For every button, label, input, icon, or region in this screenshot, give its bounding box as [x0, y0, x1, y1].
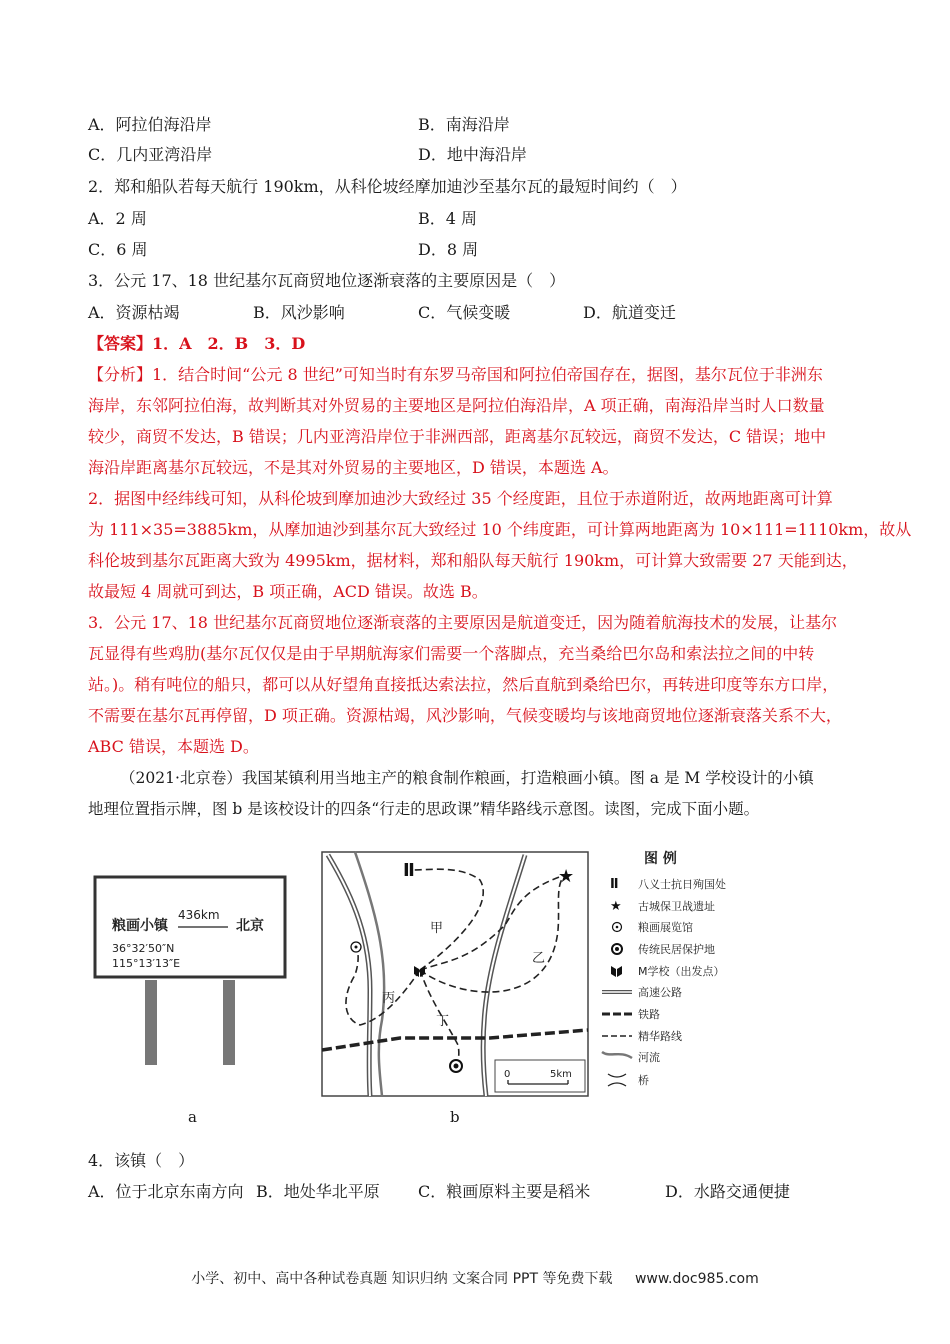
legend-school-icon [611, 966, 622, 977]
q2-stem: 2．郑和船队若每天航行 190km，从科伦坡经摩加迪沙至基尔瓦的最短时间约（ ） [88, 177, 687, 196]
analysis-line: 2．据图中经纬线可知，从科伦坡到摩加迪沙大致经过 35 个经度距，且位于赤道附近，故两地距离可计算 [88, 489, 833, 508]
battle-site-icon: ★ [558, 866, 575, 887]
footer-text: 小学、初中、高中各种试卷真题 知识归纳 文案合同 PPT 等免费下载 [191, 1271, 613, 1287]
legend-bridge-icon [608, 1074, 626, 1086]
route-label-jia: 甲 [430, 921, 444, 936]
intro-line: 地理位置指示牌，图 b 是该校设计的四条“行走的思政课”精华路线示意图。读图，完成下面小题。 [88, 800, 760, 818]
legend-title: 图 例 [644, 851, 677, 867]
q2-option-c: C．6 周 [88, 240, 148, 259]
scale-length: 5km [550, 1069, 572, 1080]
legend-item: 桥 [638, 1074, 649, 1087]
legend-item: 古城保卫战遗址 [638, 900, 715, 913]
analysis-line: 故最短 4 周就可到达，B 项正确，ACD 错误。故选 B。 [88, 582, 488, 601]
route-label-ding: 丁 [436, 1014, 450, 1029]
legend-item: 八义士抗日殉国处 [638, 878, 726, 891]
q3-option-c: C．气候变暖 [418, 303, 511, 322]
q2-option-a: A．2 周 [88, 209, 147, 228]
figure-caption-a: a [188, 1108, 197, 1126]
analysis-line: 不需要在基尔瓦再停留，D 项正确。资源枯竭，风沙影响，气候变暖均与该地商贸地位逐渐衰落关系不大， [88, 706, 842, 725]
sign-distance: 436km [178, 908, 220, 922]
q1-option-d: D．地中海沿岸 [418, 145, 527, 164]
legend-item: 传统民居保护地 [638, 943, 715, 956]
legend-river-icon [602, 1052, 632, 1058]
analysis-line: 为 111×35=3885km，从摩加迪沙到基尔瓦大致经过 10 个纬度距，可计算两地距离为 10×111=1110km，故从 [88, 520, 912, 539]
map-legend [600, 846, 760, 1096]
legend-item: 精华路线 [638, 1030, 682, 1043]
route-label-bing: 丙 [382, 991, 396, 1006]
q4-stem: 4．该镇（ ） [88, 1151, 195, 1170]
legend-item: M学校（出发点） [638, 965, 725, 978]
page-footer [0, 1268, 950, 1288]
sign-latitude: 36°32′50″N [112, 942, 175, 955]
analysis-line: 瓦显得有些鸡肋(基尔瓦仅仅是由于早期航海家们需要一个落脚点，充当桑给巴尔岛和索法拉之间的中转 [88, 644, 815, 663]
q3-option-b: B．风沙影响 [253, 303, 345, 322]
analysis-line: 站。)。稍有吨位的船只，都可以从好望角直接抵达索法拉，然后直航到桑给巴尔，再转进印度等东方口岸， [88, 675, 839, 694]
q4-option-d: D．水路交通便捷 [665, 1182, 790, 1201]
answer-line: 【答案】1．A 2．B 3．D [88, 334, 306, 353]
q3-option-a: A．资源枯竭 [88, 303, 180, 322]
q2-option-d: D．8 周 [418, 240, 479, 259]
analysis-line: 科伦坡到基尔瓦距离大致为 4995km，据材料，郑和船队每天航行 190km，可计算大致需要 27 天能到达， [88, 551, 858, 570]
q4-option-a: A．位于北京东南方向 [88, 1182, 244, 1201]
sign-longitude: 115°13′13″E [112, 957, 181, 970]
analysis-line: 海岸，东邻阿拉伯海，故判断其对外贸易的主要地区是阿拉伯海沿岸，A 项正确，南海沿岸当时人口数量 [88, 396, 825, 415]
memorial-icon: Ⅱ [403, 860, 415, 881]
q1-option-b: B．南海沿岸 [418, 115, 510, 134]
figure-caption-b: b [450, 1108, 460, 1126]
analysis-line: 海沿岸距离基尔瓦较远，不是其对外贸易的主要地区，D 错误，本题选 A。 [88, 458, 619, 477]
analysis-line: ABC 错误，本题选 D。 [88, 737, 259, 756]
legend-item: 粮画展览馆 [638, 921, 693, 934]
sign-town: 粮画小镇 [112, 918, 168, 934]
route-label-yi: 乙 [532, 951, 546, 966]
intro-line: （2021·北京卷）我国某镇利用当地主产的粮食制作粮画，打造粮画小镇。图 a 是 M 学校设计的小镇 [120, 769, 814, 787]
analysis-line: 【分析】1．结合时间“公元 8 世纪”可知当时有东罗马帝国和阿拉伯帝国存在，据图，基尔瓦位于非洲东 [88, 365, 823, 384]
q4-option-b: B．地处华北平原 [256, 1182, 380, 1201]
analysis-line: 较少，商贸不发达，B 错误；几内亚湾沿岸位于非洲西部，距离基尔瓦较远，商贸不发达，C 错误；地中 [88, 427, 827, 446]
q1-option-c: C．几内亚湾沿岸 [88, 145, 213, 164]
route-map [320, 850, 590, 1098]
q4-option-c: C．粮画原料主要是稻米 [418, 1182, 591, 1201]
signboard-figure [90, 872, 290, 1068]
legend-star-icon: ★ [610, 899, 622, 914]
q3-option-d: D．航道变迁 [583, 303, 676, 322]
q1-option-a: A．阿拉伯海沿岸 [88, 115, 212, 134]
sign-post-left [145, 980, 157, 1065]
sign-post-right [223, 980, 235, 1065]
footer-link[interactable]: www.doc985.com [634, 1271, 759, 1287]
legend-item: 铁路 [638, 1008, 660, 1021]
q2-option-b: B．4 周 [418, 209, 478, 228]
legend-memorial-icon: Ⅱ [610, 877, 619, 892]
scale-zero: 0 [504, 1069, 511, 1080]
sign-city: 北京 [236, 918, 264, 934]
analysis-line: 3．公元 17、18 世纪基尔瓦商贸地位逐渐衰落的主要原因是航道变迁，因为随着航海技术的发展，让基尔 [88, 613, 838, 632]
q3-stem: 3．公元 17、18 世纪基尔瓦商贸地位逐渐衰落的主要原因是（ ） [88, 271, 566, 290]
legend-item: 高速公路 [638, 986, 682, 999]
legend-item: 河流 [638, 1051, 660, 1064]
